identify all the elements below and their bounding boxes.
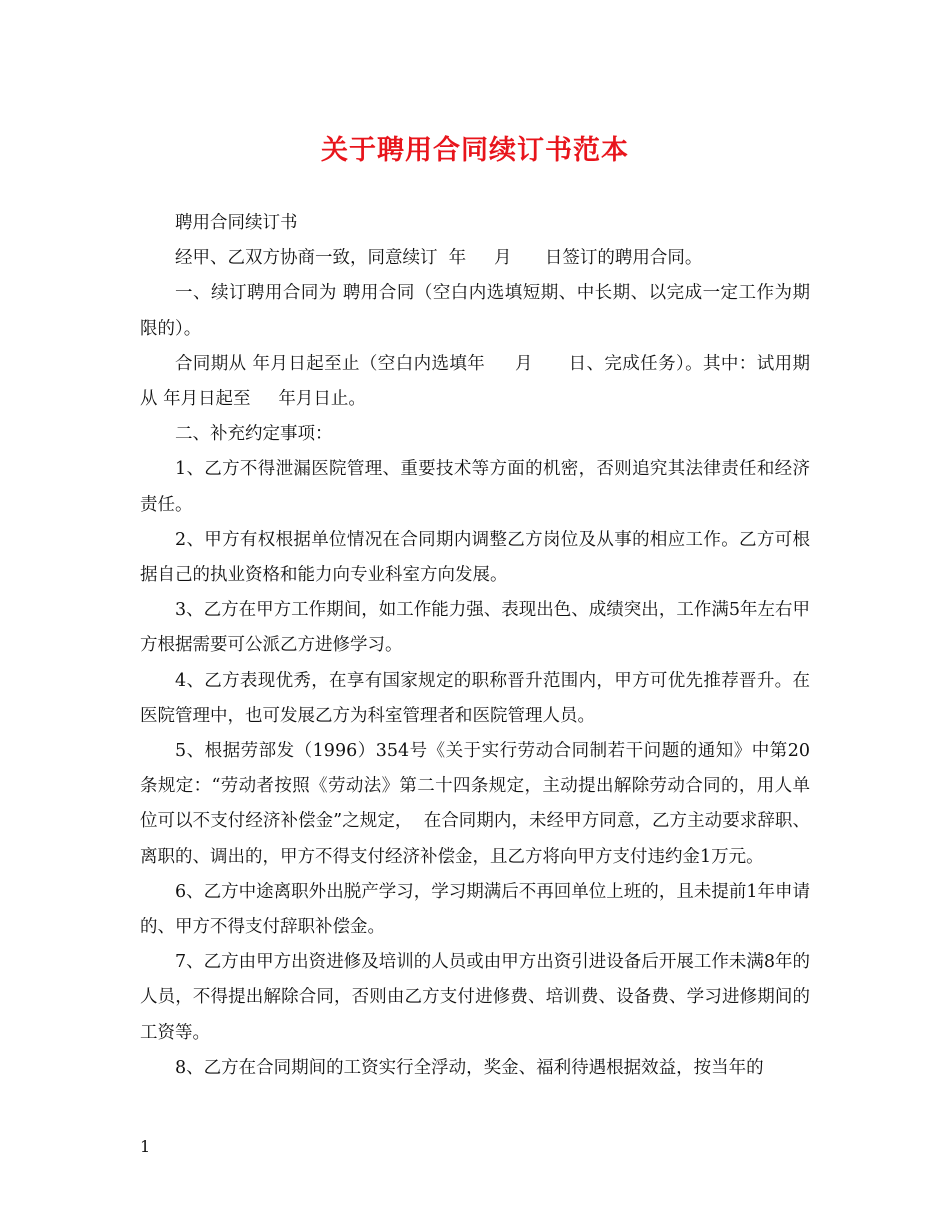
paragraph-item-1: 1、乙方不得泄漏医院管理、重要技术等方面的机密，否则追究其法律责任和经济责任。 (140, 459, 810, 515)
document-body (140, 206, 810, 1086)
paragraph-item-6: 6、乙方中途离职外出脱产学习，学习期满后不再回单位上班的，且未提前1年申请的、甲方不得支付辞职补偿金。 (140, 881, 810, 938)
paragraph-item-7: 7、乙方由甲方出资进修及培训的人员或由甲方出资引进设备后开展工作未满8年的人员，不得提出解除合同，否则由乙方支付进修费、培训费、设备费、学习进修期间的工资等。 (140, 952, 810, 1043)
paragraph-item-4: 4、乙方表现优秀，在享有国家规定的职称晋升范围内，甲方可优先推荐晋升。在医院管理中，也可发展乙方为科室管理者和医院管理人员。 (140, 670, 810, 726)
document-title: 关于聘用合同续订书范本 (321, 135, 629, 166)
paragraph-contract-period: 合同期从 年月日起至止（空白内选填年 月 日、完成任务）。其中：试用期从 年月日起至 年月日止。 (140, 353, 810, 410)
paragraph-heading: 聘用合同续订书 (175, 213, 298, 233)
paragraph-item-3: 3、乙方在甲方工作期间，如工作能力强、表现出色、成绩突出，工作满5年左右甲方根据需要可公派乙方进修学习。 (140, 600, 810, 656)
paragraph-clause-2: 二、补充约定事项： (175, 424, 333, 445)
paragraph-clause-1: 一、续订聘用合同为 聘用合同（空白内选填短期、中长期、以完成一定工作为期限的）。 (140, 283, 810, 339)
paragraph-item-5: 5、根据劳部发（1996）354号《关于实行劳动合同制若干问题的通知》中第20条规定：“劳动者按照《劳动法》第二十四条规定，主动提出解除劳动合同的，用人单位可以不支付经济补偿金”之规定， 在合同期内，未经甲方同意，乙方主动要求辞职、离职的、调出的，甲方不得支付经济补偿金，且乙方将向甲方支付违约金1万元。 (140, 741, 810, 867)
paragraph-intro: 经甲、乙双方协商一致，同意续订 年 月 日签订的聘用合同。 (175, 248, 703, 269)
page-number: 1 (140, 1137, 151, 1156)
paragraph-item-2: 2、甲方有权根据单位情况在合同期内调整乙方岗位及从事的相应工作。乙方可根据自己的执业资格和能力向专业科室方向发展。 (140, 529, 810, 586)
paragraph-item-8: 8、乙方在合同期间的工资实行全浮动，奖金、福利待遇根据效益，按当年的 (175, 1057, 764, 1078)
